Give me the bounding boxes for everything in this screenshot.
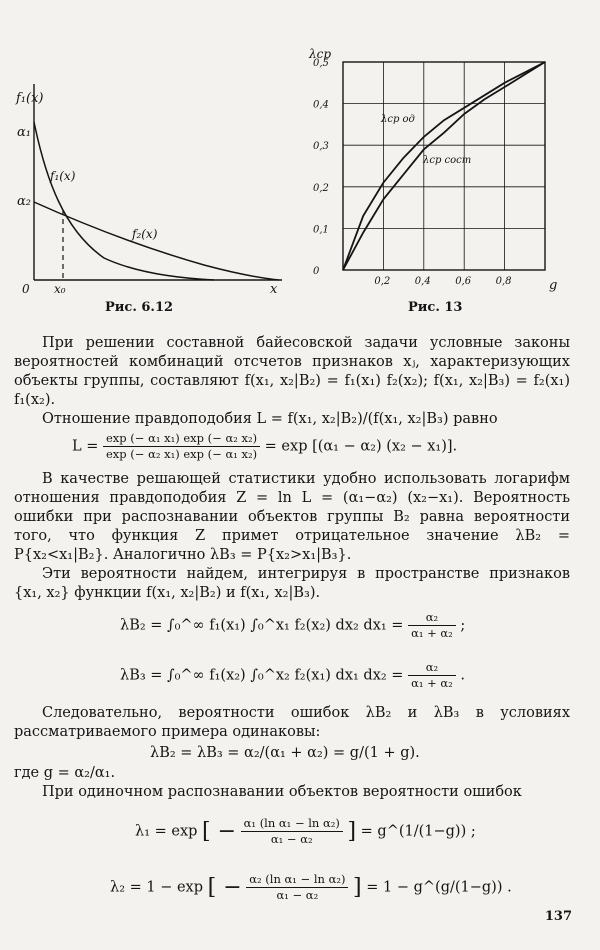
x-tick-label: 0,4 [414, 276, 431, 287]
figure-left [14, 80, 289, 295]
bracket-open: [ − [202, 819, 237, 844]
x-tick-label: 0,8 [495, 276, 512, 287]
equation-4-fraction [241, 816, 343, 847]
figure-right [305, 40, 575, 295]
equation-1-end: ; [460, 617, 466, 634]
bracket-close-2: ] [353, 875, 362, 900]
equation-L-denominator: exp (− α₂ x₁) exp (− α₁ x₂) [106, 447, 258, 461]
series-line-2 [343, 62, 545, 270]
figure-left-plot [14, 80, 289, 295]
left-x-label: x [270, 282, 278, 295]
curve-f1-label: f₁(x) [50, 169, 76, 183]
paragraph-6: где g = α₂/α₁. [14, 765, 116, 781]
x0-label: x₀ [54, 282, 66, 295]
paragraph-3: В качестве решающей статистики удобно использовать логарифм отношения правдоподобия Z = ln L = (α₁−α₂) (x₂−x₁). Вероятность ошибки при распознавании объектов группы B₂ равна вероятности того, что функция Z примет отрицательное значение λB₂ = P{x₂<x₁|B₂}. Аналогично λB₃ = P{x₂>x₁|B₃}. [14, 471, 570, 563]
paragraph-5: Следовательно, вероятности ошибок λB₂ и λB₃ в условиях рассматриваемого примера одинаковы: [14, 705, 570, 740]
paragraph-1: При решении составной байесовской задачи условные законы вероятностей комбинаций отсчетов признаков xⱼ, характеризующих объекты группы, составляют f(x₁, x₂|B₂) = f₁(x₁) f₂(x₂); f(x₁, x₂|B₃) = f₂(x₁) f₁(x₂). [14, 335, 570, 408]
y-tick-label: 0,1 [313, 224, 329, 236]
curve-f2-label: f₂(x) [132, 227, 158, 241]
x-tick-label: 0,6 [455, 276, 472, 287]
x-tick-label: 0,2 [374, 276, 391, 287]
y-tick-label: 0,5 [313, 58, 329, 69]
equation-1-body: λB₂ = ∫₀^∞ f₁(x₁) ∫₀^x₁ f₂(x₂) dx₂ dx₁ = [120, 617, 404, 634]
equation-lambda-B3 [120, 660, 465, 691]
alpha1-label: α₁ [17, 125, 31, 140]
equation-5-lhs: λ₂ = 1 − exp [110, 879, 204, 896]
equation-4-rhs: = g^(1/(1−g)) ; [360, 823, 476, 840]
equation-2-body: λB₃ = ∫₀^∞ f₁(x₂) ∫₀^x₂ f₂(x₁) dx₁ dx₂ = [120, 667, 404, 684]
equation-L-numerator: exp (− α₁ x₁) exp (− α₂ x₂) [103, 431, 260, 447]
bracket-close: ] [347, 819, 357, 844]
y-tick-label: 0 [313, 266, 320, 277]
page-number: 137 [544, 909, 572, 924]
equation-5-rhs: = 1 − g^(g/(1−g)) . [366, 879, 512, 896]
y-tick-label: 0,3 [313, 141, 329, 153]
equation-1-numerator: α₂ [408, 610, 456, 626]
bracket-open-2: [ − [207, 875, 242, 900]
curve-lower-label: λср сост [423, 155, 472, 166]
y-tick-label: 0,4 [313, 99, 329, 111]
curve-f1 [34, 122, 214, 280]
equation-4-lhs: λ₁ = exp [135, 823, 198, 840]
paragraph-7: При одиночном распознавании объектов вероятности ошибок [42, 784, 522, 800]
equation-1-denominator: α₁ + α₂ [411, 626, 453, 640]
equation-4-numerator: α₁ (ln α₁ − ln α₂) [241, 816, 343, 832]
right-y-label: λср [309, 47, 332, 61]
equation-5-numerator: α₂ (ln α₁ − ln α₂) [246, 872, 348, 888]
equation-2-fraction [408, 660, 456, 691]
equation-L [72, 431, 457, 462]
equation-3: λB₂ = λB₃ = α₂/(α₁ + α₂) = g/(1 + g). [150, 745, 420, 761]
equation-2-numerator: α₂ [408, 660, 456, 676]
equation-2-denominator: α₁ + α₂ [411, 676, 453, 690]
equation-1-fraction [408, 610, 456, 641]
origin-label: 0 [22, 282, 30, 295]
y-tick-label: 0,2 [313, 182, 329, 194]
equation-2-end: . [460, 667, 465, 684]
curve-upper-label: λср од [381, 114, 415, 125]
equation-L-rhs: = exp [(α₁ − α₂) (x₂ − x₁)]. [264, 438, 458, 455]
equation-L-lhs: L = [72, 438, 99, 455]
figure-right-caption: Рис. 13 [408, 300, 463, 315]
curve-f2 [34, 202, 279, 280]
equation-4-denominator: α₁ − α₂ [270, 832, 313, 846]
figure-left-caption: Рис. 6.12 [105, 300, 174, 315]
right-x-label: g [549, 278, 558, 293]
alpha2-label: α₂ [17, 194, 31, 209]
paragraph-2: Отношение правдоподобия L = f(x₁, x₂|B₂)/(f(x₁, x₂|B₃) равно [42, 411, 498, 427]
equation-lambda-B2 [120, 610, 465, 641]
equation-5-denominator: α₁ − α₂ [276, 888, 319, 902]
left-y-label: f₁(x) [16, 91, 44, 106]
equation-L-fraction [103, 431, 260, 462]
figure-right-chart [305, 40, 575, 295]
equation-lambda2 [110, 872, 512, 903]
equation-lambda1 [135, 816, 476, 847]
equation-5-fraction [246, 872, 348, 903]
paragraph-4: Эти вероятности найдем, интегрируя в пространстве признаков {x₁, x₂} функции f(x₁, x₂|B₂) и f(x₁, x₂|B₃). [14, 566, 570, 601]
chart-frame [343, 62, 545, 270]
series-line-1 [343, 62, 545, 270]
